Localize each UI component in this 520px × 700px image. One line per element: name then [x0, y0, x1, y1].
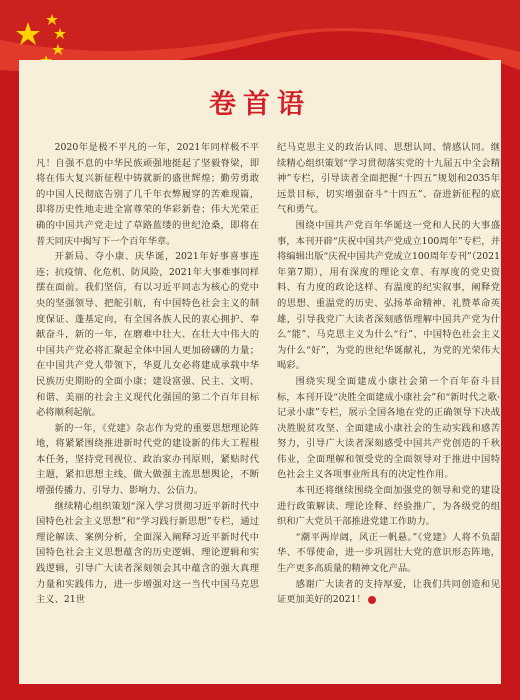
paragraph: 围绕中国共产党百年华诞这一党和人民的大事盛事，本刊开辟“庆祝中国共产党成立100周年”专栏，并将编辑出版“庆祝中国共产党成立100周年专刊”（2021年第7期），用有深度的理论文章、有厚度的党史资料、有力度的政论这样、有温度的纪实叙事，阐释党的思想、重温党的历史、弘扬革命精神、礼赞革命英雄，引导我党广大读者深刻感悟理解中国共产党为什么“能”、马克思主义为什么“行”、中国特色社会主义为什么“好”，为党的世纪华诞献礼，为党的光荣伟大喝彩。 — [277, 219, 500, 372]
page-title: 卷首语 — [209, 89, 311, 120]
paragraph: 围绕实现全面建成小康社会第一个百年奋斗目标，本刊开设“决胜全面建成小康社会”和“新时代之歌·记录小康”专栏，展示全国各地在党的正确领导下决战决胜脱贫攻坚、全面建成小康社会的生动实践和感苦努力，引导广大读者深刻感受中国共产党创造的千秋伟业，全面理解和领受党的全面领导对于推进中国特色社会主义各项事业所具有的决定性作用。 — [277, 375, 500, 481]
paragraph: 纪马克思主义的政治认同、思想认同、情感认同。继续精心组织策划“学习贯彻落实党的十九届五中全会精神”专栏，引导读者全面把握“十四五”规划和2035年远景目标，切实增强奋斗“十四五”、奋进新征程的底气和勇气。 — [277, 142, 500, 216]
right-column — [277, 140, 500, 608]
closing-text: 感谢广大读者的支持厚爱，让我们共同创造和见证更加美好的2021！ — [277, 578, 500, 606]
paragraph: 开新局、夺小康、庆华诞，2021年好事喜事连连；抗疫情、化危机、防风险，2021年大事难事同样摆在面前。我们坚信，有以习近平同志为核心的党中央的坚强领导、把舵引航，有中国特色社会主义的制度保证、蓬基定向，有全国各族人民的衷心拥护、奉献奋斗，新的一年，在磨难中壮大、在壮大中伟大的中国共产党必将汇聚起全体中国人更加磅礴的力量；在中国共产党人带领下，华夏儿女必将建成承载中华民族历史期盼的全面小康；建设富强、民主、文明、和谐、美丽的社会主义现代化强国的第二个百年目标必将顺利起航。 — [36, 251, 259, 419]
end-dot-icon — [368, 596, 376, 604]
paragraph: “潮平两岸阔，风正一帆悬。”《党建》人将不负韶华、不辱使命，进一步巩固壮大党的意识形态阵地，生产更多高质量的精神文化产品。 — [277, 531, 500, 575]
closing-paragraph — [277, 577, 500, 608]
paragraph: 本刊还将继续围绕全面加强党的领导和党的建设进行政策解读、理论诠释、经验推广，为各级党的组织和广大党员干部推进党建工作助力。 — [277, 485, 500, 528]
paragraph: 继续精心组织策划“深入学习贯彻习近平新时代中国特色社会主义思想”和“学习践行新思想”专栏，通过理论解读、案例分析，全面深入阐释习近平新时代中国特色社会主义思想蕴含的历史逻辑、理论逻辑和实践逻辑，引导广大读者深刻领会其中蕴含的强大真理力量和实践伟力，进一步增强对这一当代中国马克思主义、21世 — [36, 500, 259, 606]
paragraph: 新的一年，《党建》杂志作为党的重要思想理论阵地，将紧紧围绕推进新时代党的建设新的伟大工程根本任务，坚持党刊视位、政治家办刊原则，紧贴时代主题，紧扣思想主线，做大做强主流思想舆论，不断增强传播力、引导力、影响力、公信力。 — [36, 422, 259, 497]
paragraph: 2020年是极不平凡的一年，2021年同样极不平凡！自强不息的中华民族顽强地挺起了坚毅脊梁，即将在伟大复兴新征程中铸就新的盛世辉煌；勤劳勇敢的中国人民彻底告别了几千年衣弊履穿的苦难现篇，即将历史性地走进全富尊荣的华彩新卷；伟大光荣正确的中国共产党走过了草路蓝缕的世纪沧桑，即将在普天同庆中揭写下一个百年华章。 — [36, 142, 259, 247]
left-column — [36, 140, 259, 608]
